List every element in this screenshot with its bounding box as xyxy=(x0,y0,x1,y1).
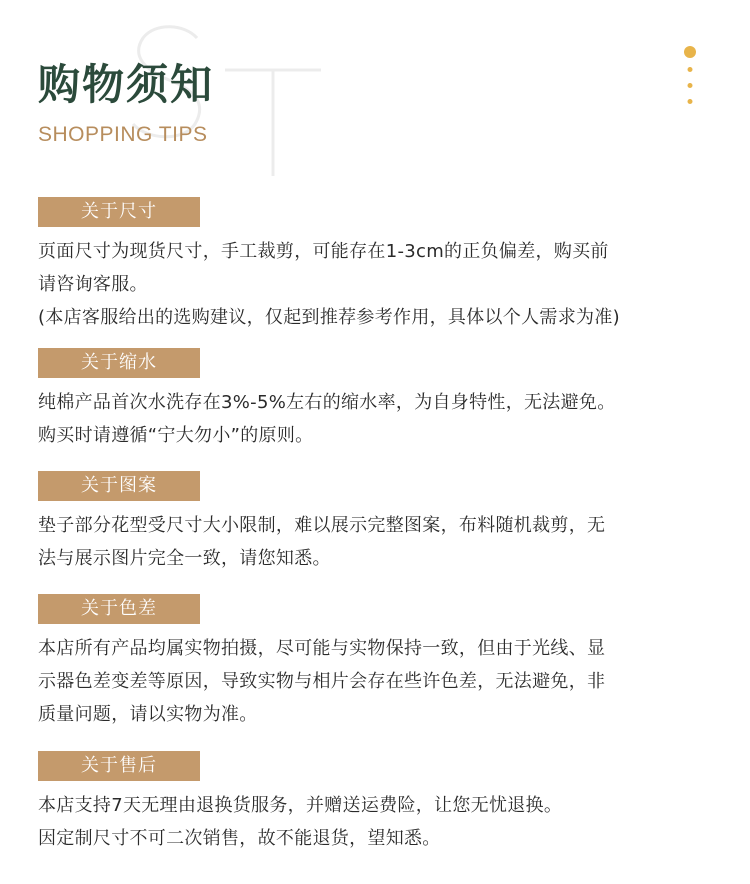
page-subtitle: SHOPPING TIPS xyxy=(38,123,208,146)
section-text xyxy=(38,235,718,334)
text-line: 页面尺寸为现货尺寸，手工裁剪，可能存在1-3cm的正负偏差，购买前 xyxy=(38,241,609,262)
dot-icon xyxy=(684,46,696,58)
section-tag: 关于售后 xyxy=(38,751,200,781)
text-line: (本店客服给出的选购建议，仅起到推荐参考作用，具体以个人需求为准) xyxy=(38,307,620,328)
section-color-difference xyxy=(38,594,718,731)
page-title: 购物须知 xyxy=(38,60,215,109)
decorative-dots xyxy=(683,46,697,110)
text-line: 因定制尺寸不可二次销售，故不能退货，望知悉。 xyxy=(38,828,441,849)
text-line: 垫子部分花型受尺寸大小限制，难以展示完整图案，布料随机裁剪，无 xyxy=(38,515,606,536)
section-text xyxy=(38,386,718,452)
text-line: 本店所有产品均属实物拍摄，尽可能与实物保持一致，但由于光线、显 xyxy=(38,638,606,659)
text-line: 法与展示图片完全一致，请您知悉。 xyxy=(38,548,331,569)
section-after-sales xyxy=(38,751,718,855)
text-line: 纯棉产品首次水洗存在3%-5%左右的缩水率，为自身特性，无法避免。 xyxy=(38,392,616,413)
section-tag: 关于图案 xyxy=(38,471,200,501)
text-line: 购买时请遵循“宁大勿小”的原则。 xyxy=(38,425,314,446)
section-text xyxy=(38,632,718,731)
section-tag: 关于色差 xyxy=(38,594,200,624)
section-text xyxy=(38,789,718,855)
section-text xyxy=(38,509,718,575)
dot-icon xyxy=(688,83,693,88)
dot-icon xyxy=(688,99,693,104)
text-line: 本店支持7天无理由退换货服务，并赠送运费险，让您无忧退换。 xyxy=(38,795,563,816)
text-line: 示器色差变差等原因，导致实物与相片会存在些许色差，无法避免，非 xyxy=(38,671,606,692)
dot-icon xyxy=(688,67,693,72)
section-tag: 关于尺寸 xyxy=(38,197,200,227)
section-pattern xyxy=(38,471,718,575)
section-tag: 关于缩水 xyxy=(38,348,200,378)
text-line: 质量问题，请以实物为准。 xyxy=(38,704,258,725)
section-shrink xyxy=(38,348,718,452)
text-line: 请咨询客服。 xyxy=(38,274,148,295)
section-size xyxy=(38,197,718,334)
